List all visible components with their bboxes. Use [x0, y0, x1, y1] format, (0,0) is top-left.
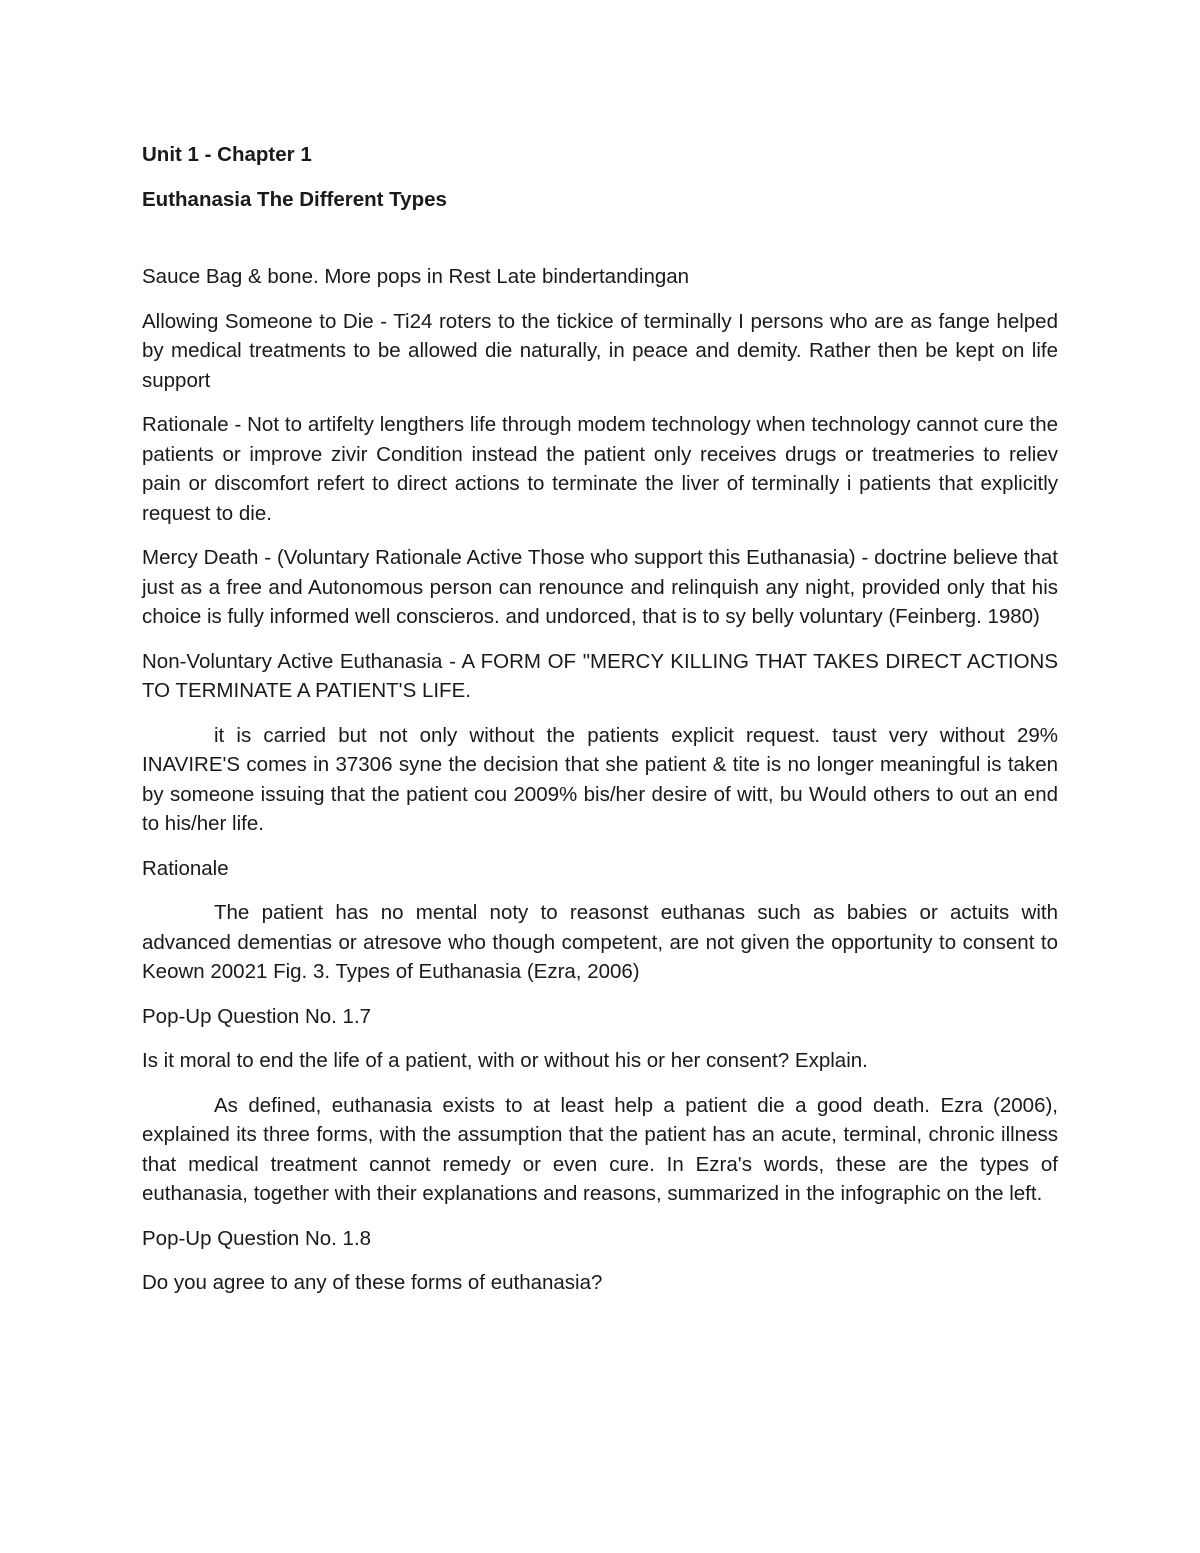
paragraph-allowing-to-die: Allowing Someone to Die - Ti24 roters to the tickice of terminally I persons who are as fange helped by medical treatments to be allowed die naturally, in peace and demity. Rather then be kept on life support [142, 309, 1058, 392]
paragraph-rationale-1: Rationale - Not to artifelty lengthers life through modem technology when technology cannot cure the patients or improve zivir Condition instead the patient only receives drugs or treatmeries to reliev pain or discomfort refert to direct actions to terminate the liver of terminally i patients that explicitly request to die. [142, 413, 1058, 525]
pop-up-question-text-1: Is it moral to end the life of a patient, with or without his or her consent? Explain. [142, 1049, 868, 1072]
document-page [142, 140, 1058, 1313]
pop-up-question-text-2: Do you agree to any of these forms of euthanasia? [142, 1271, 603, 1294]
paragraph-as-defined: As defined, euthanasia exists to at least help a patient die a good death. Ezra (2006), explained its three forms, with the assumption that the patient has an acute, terminal, chronic illness that medical treatment cannot remedy or even cure. In Ezra's words, these are the types of euthanasia, together with their explanations and reasons, summarized in the infographic on the left. [142, 1093, 1058, 1205]
paragraph-rationale-2: The patient has no mental noty to reasonst euthanas such as babies or actuits with advanced dementias or atresove who though competent, are not given the opportunity to consent to Keown 20021 Fig. 3. Types of Euthanasia (Ezra, 2006) [142, 901, 1058, 983]
paragraph-non-voluntary: Non-Voluntary Active Euthanasia - A FORM OF "MERCY KILLING THAT TAKES DIRECT ACTIONS TO TERMINATE A PATIENT'S LIFE. [142, 649, 1058, 702]
document-title: Euthanasia The Different Types [142, 187, 447, 211]
pop-up-question-label-1: Pop-Up Question No. 1.7 [142, 1004, 372, 1028]
paragraph-rationale-heading: Rationale [142, 856, 229, 880]
pop-up-question-label-2: Pop-Up Question No. 1.8 [142, 1226, 372, 1250]
unit-heading: Unit 1 - Chapter 1 [142, 143, 312, 166]
paragraph-mercy-death: Mercy Death - (Voluntary Rationale Active Those who support this Euthanasia) - doctrine believe that just as a free and Autonomous person can renounce and relinquish any night, provided only that his choice is fully informed well conscieros. and undorced, that is to sy belly voluntary (Feinberg. 1980) [142, 546, 1058, 628]
paragraph-intro: Sauce Bag & bone. More pops in Rest Late bindertandingan [142, 265, 690, 288]
paragraph-carried-without-request: it is carried but not only without the patients explicit request. taust very without 29% INAVIRE'S comes in 37306 syne the decision that she patient & tite is no longer meaningful is taken by someone issuing that the patient cou 2009% bis/her desire of witt, bu Would others to out an end to his/her life. [142, 723, 1058, 835]
